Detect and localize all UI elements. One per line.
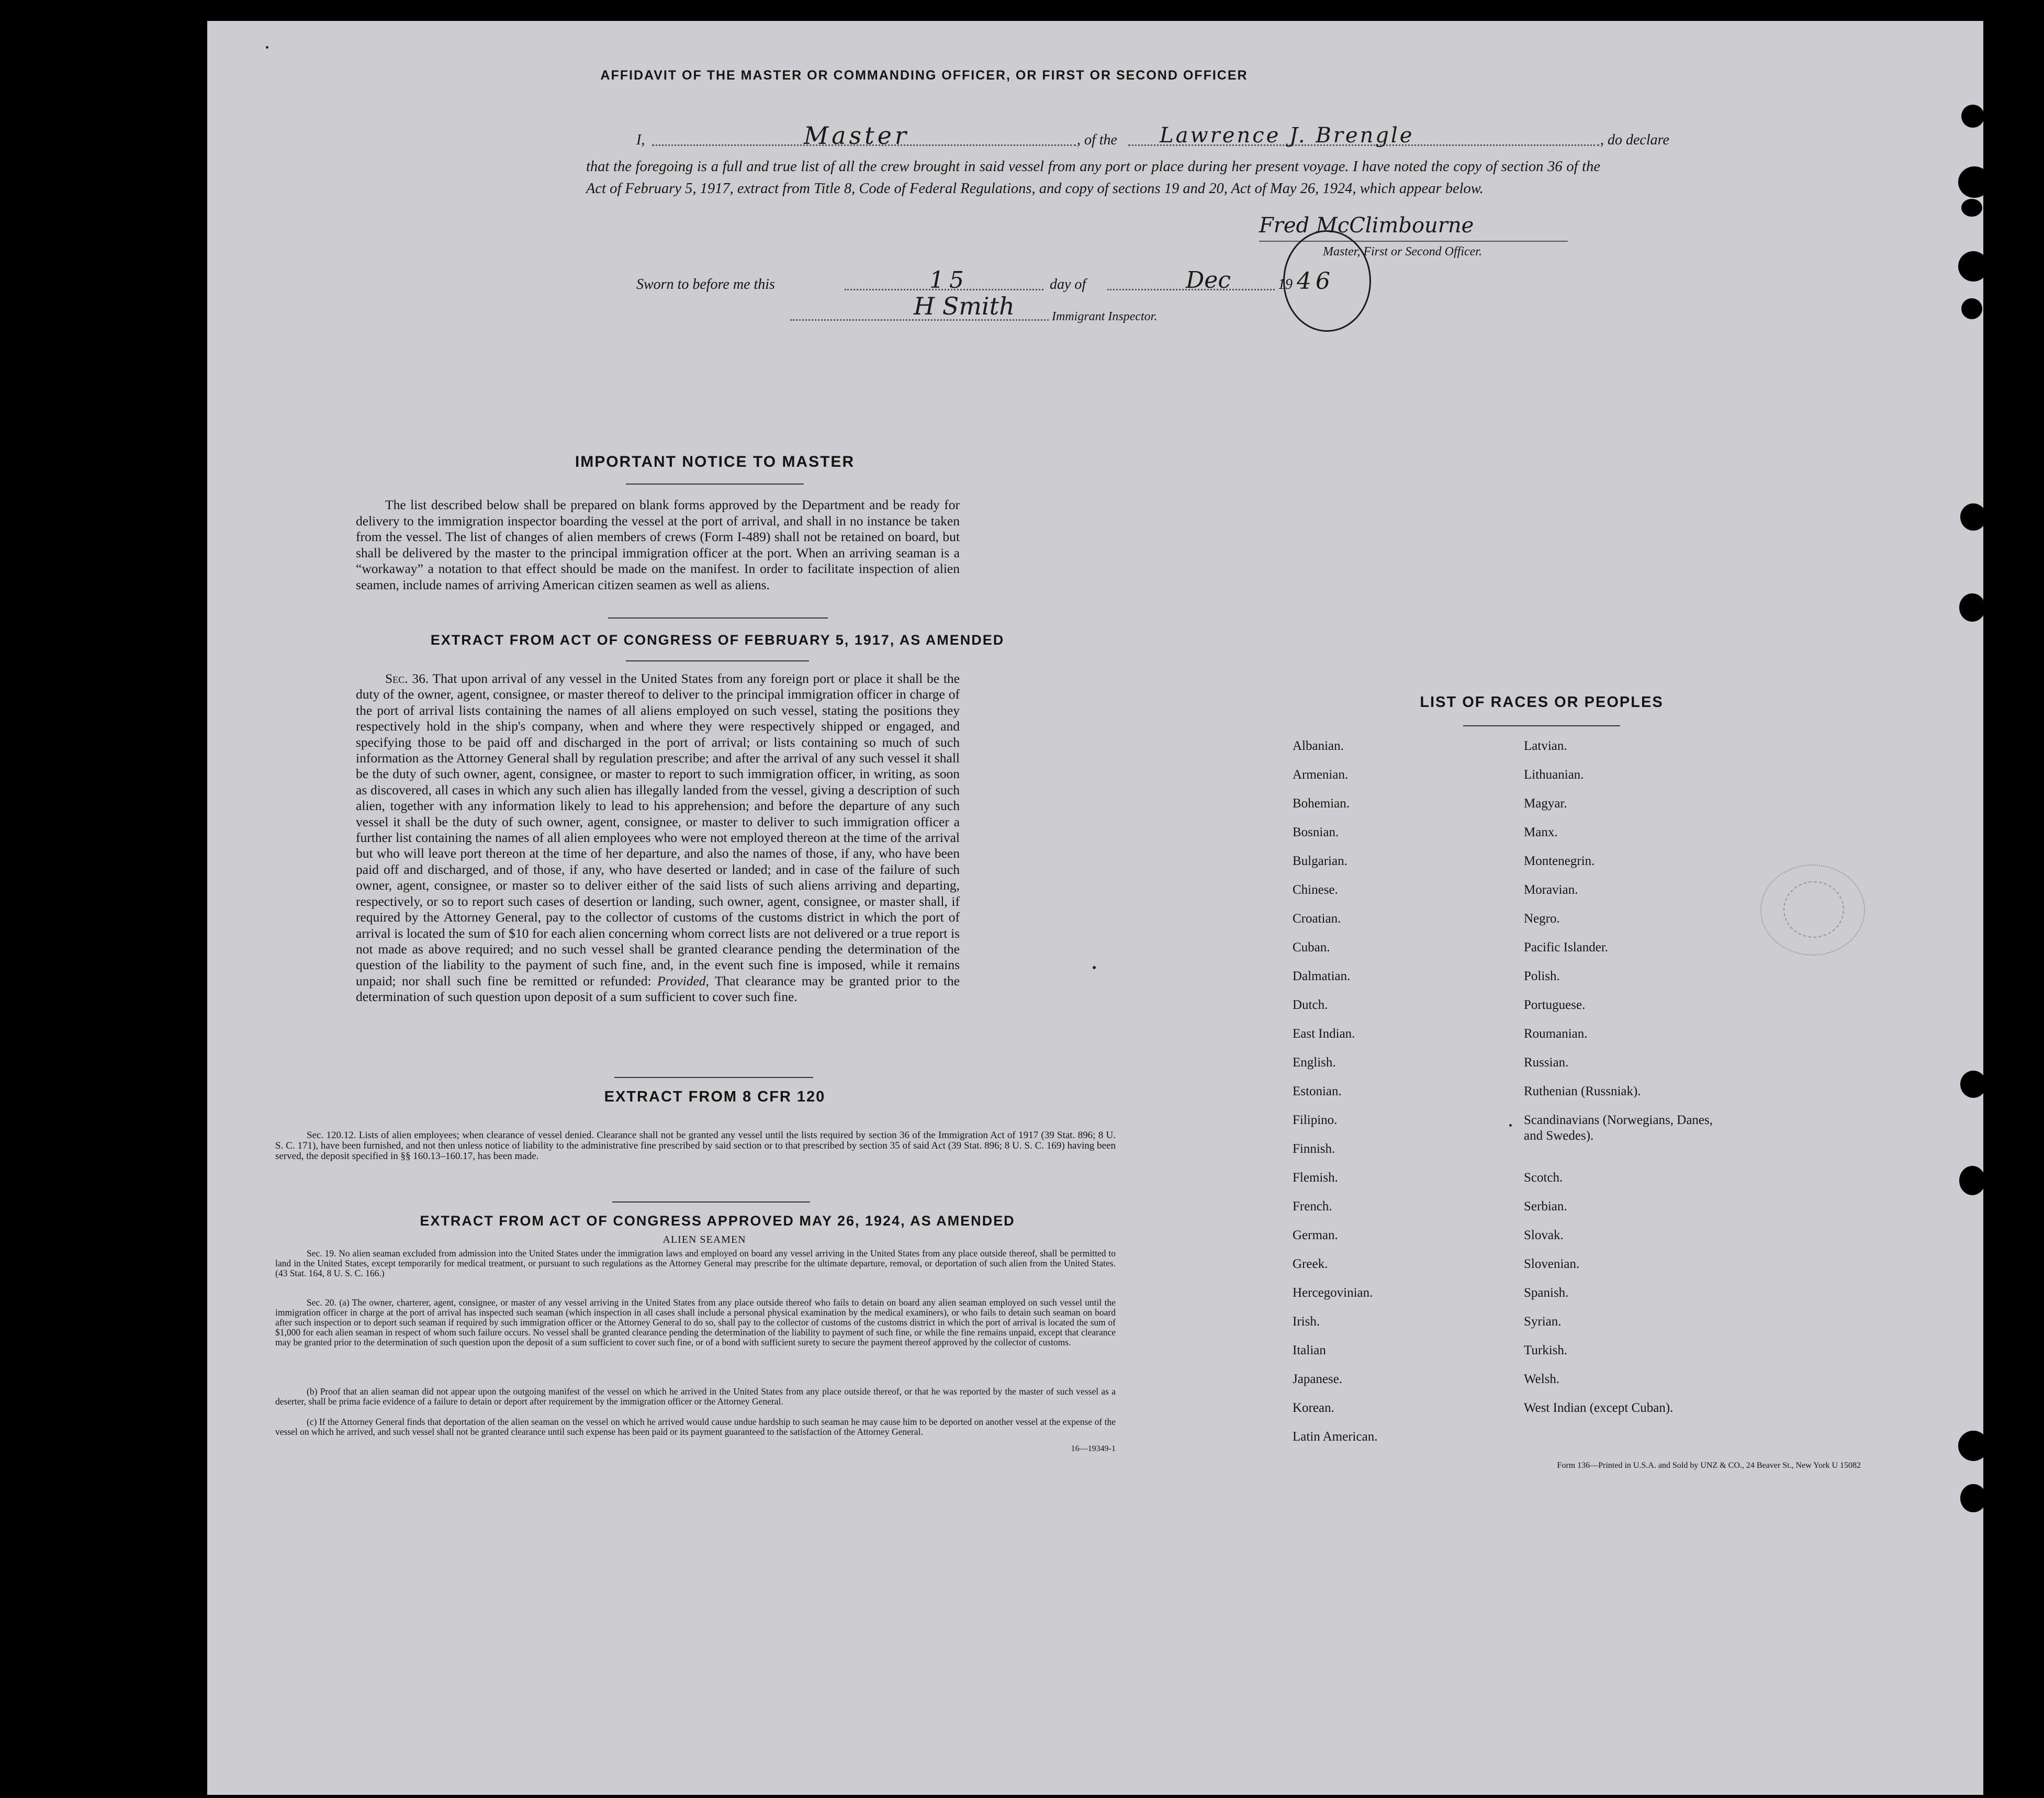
extract-1924-title: EXTRACT FROM ACT OF CONGRESS APPROVED MAY 26, 1924, AS AMENDED bbox=[420, 1213, 1015, 1229]
race-item: Dutch. bbox=[1293, 998, 1328, 1012]
affidavit-i: I, bbox=[636, 132, 645, 148]
race-item: Italian bbox=[1293, 1343, 1326, 1357]
master-signature: Fred McClimbourne bbox=[1259, 213, 1474, 238]
race-item: Filipino. bbox=[1293, 1113, 1338, 1127]
sworn-text: Sworn to before me this bbox=[636, 276, 775, 293]
form-number: 16—19349-1 bbox=[1071, 1444, 1116, 1453]
extract-1917-rule bbox=[626, 660, 809, 661]
race-item: Syrian. bbox=[1524, 1314, 1562, 1329]
race-item: Serbian. bbox=[1524, 1199, 1567, 1213]
race-item: Hercegovinian. bbox=[1293, 1286, 1373, 1300]
race-item: Negro. bbox=[1524, 912, 1560, 926]
section-rule-3 bbox=[612, 1201, 810, 1203]
race-item: Portuguese. bbox=[1524, 998, 1586, 1012]
sec20c-text: (c) If the Attorney General finds that deportation of the alien seaman on the vessel on which he arrived would cause undue hardship to such seaman he may cause him to be deported on another vessel at the expense of the vessel on which he arrived, and such vessel shall not be granted clearance until such expense has been paid or its payment guaranteed to the satisfaction of the Attorney General. bbox=[275, 1417, 1116, 1437]
do-declare-text: , do declare bbox=[1600, 132, 1669, 148]
master-handwritten: Master bbox=[804, 121, 909, 150]
race-item: Turkish. bbox=[1524, 1343, 1568, 1357]
race-item: Welsh. bbox=[1524, 1372, 1560, 1386]
race-item: Albanian. bbox=[1293, 739, 1344, 753]
provided-text: Provided, bbox=[657, 973, 709, 988]
race-item: Bulgarian. bbox=[1293, 854, 1347, 868]
punch-hole bbox=[1959, 593, 1983, 622]
section-rule bbox=[608, 617, 828, 619]
race-item: Montenegrin. bbox=[1524, 854, 1595, 868]
year-prefix: 19 bbox=[1278, 276, 1293, 293]
punch-hole bbox=[1961, 199, 1982, 217]
inspector-caption: Immigrant Inspector. bbox=[1052, 310, 1158, 323]
speck bbox=[1093, 966, 1096, 969]
notice-title-rule bbox=[626, 484, 804, 485]
punch-hole bbox=[1960, 1071, 1983, 1098]
notice-body: The list described below shall be prepared on blank forms approved by the Department and be ready for delivery to the immigration inspector boarding the vessel at the port of arrival, and shall in no instance be taken from the vessel. The list of changes of alien members of crews (Form I-489) shall not be retained on board, but shall be delivered by the master to the principal immigration officer at the port. When an arriving seaman is a “workaway” a notation to that effect should be made on the manifest. In order to facilitate inspection of alien seamen, include names of arriving American citizen seamen as well as aliens. bbox=[356, 497, 960, 592]
race-item: Scotch. bbox=[1524, 1171, 1563, 1185]
races-left-column bbox=[1293, 739, 1502, 1471]
section-rule-2 bbox=[614, 1077, 813, 1078]
race-item: Scandinavians (Norwegians, Danes, and Swedes). bbox=[1524, 1113, 1713, 1143]
races-right-column bbox=[1524, 739, 1817, 1471]
of-the-text: , of the bbox=[1077, 132, 1117, 148]
sec36-text-end: That clearance may be granted prior to the determination of such question upon deposit of a sum sufficient to cover such fine. bbox=[356, 973, 960, 1005]
race-item: Polish. bbox=[1524, 969, 1560, 983]
race-item: Russian. bbox=[1524, 1055, 1569, 1070]
day-of-text: day of bbox=[1050, 276, 1086, 293]
punch-hole bbox=[1961, 105, 1983, 128]
sec20a-text: Sec. 20. (a) The owner, charterer, agent, consignee, or master of any vessel arriving in the United States from any place outside thereof who fails to detain on board any alien seaman employed on such vessel until the immigration officer in charge at the port of arrival has inspected such seaman (which inspection in all cases shall include a personal physical examination by the medical examiners), or who fails to detain such seaman on board after such inspection or to deport such seaman if required by such immigration officer or the Attorney General to do so, shall pay to the collector of customs of the customs district in which the port of arrival is located the sum of $1,000 for each alien seaman in respect of whom such failure occurs. No vessel shall be granted clearance pending the determination of the liability to payment of such fine, or while the fine remains unpaid, except that clearance may be granted prior to the determination of such question upon the deposit of a sum sufficient to cover such fine, or of a bond with sufficient surety to secure the payment thereof approved by the collector of customs. bbox=[275, 1297, 1116, 1347]
sec36-body bbox=[356, 671, 960, 1005]
race-item: Estonian. bbox=[1293, 1084, 1342, 1098]
race-item: Moravian. bbox=[1524, 883, 1578, 897]
race-item: Spanish. bbox=[1524, 1286, 1569, 1300]
punch-hole bbox=[1958, 166, 1983, 198]
races-title: LIST OF RACES OR PEOPLES bbox=[1420, 694, 1664, 711]
sec36-text: That upon arrival of any vessel in the United States from any foreign port or place it shall be the duty of the owner, agent, consignee, or master thereof to deliver to the principal immigration officer in charge of the port of arrival lists containing the names of all aliens employed on such vessel, stating the positions they respectively hold in the ship's company, when and where they were respectively shipped or engaged, and specifying those to be paid off and discharged in the port of arrival; or lists containing so much of such information as the Attorney General shall by regulation prescribe; and after the arrival of any such vessel it shall be the duty of such owner, agent, consignee, or master to report to such immigration officer, in writing, as soon as discovered, all cases in which any such alien has illegally landed from the vessel, giving a description of such alien, together with any information likely to lead to his apprehension; and before the departure of any such vessel it shall be the duty of such owner, agent, consignee, or master to deliver to such immigration officer a further list containing the names of all alien employees who were not employed thereon at the time of the arrival but who will leave port thereon at the time of her departure, and also the names of those, if any, who have been paid off and discharged, and of those, if any, who have deserted or landed; and in case of the failure of such owner, agent, consignee, or master so to deliver either of the said lists of such aliens arriving and departing, respectively, or so to report such cases of desertion or landing, such owner, agent, consignee, or master shall, if required by the Attorney General, pay to the collector of customs of the customs district in which the port of arrival is located the sum of $10 for each alien concerning whom correct lists are not delivered or a true report is not made as above required; and no such vessel shall be granted clearance pending the determination of the question of the liability to the payment of such fine, and, in the event such fine is imposed, while it remains unpaid; nor shall such fine be remitted or refunded: bbox=[356, 671, 960, 988]
race-item: Cuban. bbox=[1293, 940, 1330, 954]
race-item: German. bbox=[1293, 1228, 1338, 1242]
race-item: Armenian. bbox=[1293, 768, 1349, 782]
race-item: West Indian (except Cuban). bbox=[1524, 1401, 1674, 1415]
race-item: Slovak. bbox=[1524, 1228, 1564, 1242]
signature-caption: Master, First or Second Officer. bbox=[1323, 245, 1482, 259]
race-item: Flemish. bbox=[1293, 1171, 1338, 1185]
sec19-text: Sec. 19. No alien seaman excluded from admission into the United States under the immigration laws and employed on board any vessel arriving in the United States from any place outside thereof, shall be permitted to land in the United States, except temporarily for medical treatment, or pursuant to such regulations as the Attorney General may prescribe for the ultimate departure, removal, or deportation of such alien from the United States. (43 Stat. 164, 8 U. S. C. 166.) bbox=[275, 1248, 1116, 1278]
vessel-handwritten: Lawrence J. Brengle bbox=[1160, 123, 1414, 148]
punch-hole bbox=[1959, 1166, 1983, 1195]
speck bbox=[1509, 1124, 1512, 1127]
race-item: Manx. bbox=[1524, 825, 1558, 839]
race-item: Irish. bbox=[1293, 1314, 1320, 1329]
race-item: Finnish. bbox=[1293, 1142, 1335, 1156]
race-item: Magyar. bbox=[1524, 796, 1567, 811]
sec36-label: Sec. 36. bbox=[385, 671, 429, 686]
race-item: Bohemian. bbox=[1293, 796, 1350, 811]
race-item: Greek. bbox=[1293, 1257, 1328, 1271]
punch-hole bbox=[1960, 503, 1983, 531]
race-item: Ruthenian (Russniak). bbox=[1524, 1084, 1641, 1098]
extract-1917-title: EXTRACT FROM ACT OF CONGRESS OF FEBRUARY 5, 1917, AS AMENDED bbox=[430, 632, 1005, 648]
races-footer: Form 136—Printed in U.S.A. and Sold by UNZ & CO., 24 Beaver St., New York U 15082 bbox=[1557, 1461, 1861, 1470]
race-item: Slovenian. bbox=[1524, 1257, 1580, 1271]
punch-hole bbox=[1960, 1484, 1983, 1512]
alien-seamen-subtitle: ALIEN SEAMEN bbox=[662, 1234, 746, 1245]
race-item: Chinese. bbox=[1293, 883, 1338, 897]
speck bbox=[266, 46, 268, 49]
race-item: Korean. bbox=[1293, 1401, 1334, 1415]
race-item: Latin American. bbox=[1293, 1430, 1378, 1444]
cfr-title: EXTRACT FROM 8 CFR 120 bbox=[604, 1088, 826, 1105]
punch-hole bbox=[1958, 251, 1983, 282]
notice-title: IMPORTANT NOTICE TO MASTER bbox=[575, 453, 855, 470]
sworn-day: 15 bbox=[929, 267, 969, 294]
inspector-signature: H Smith bbox=[914, 292, 1015, 320]
affidavit-body: that the foregoing is a full and true list of all the crew brought in said vessel from any port or place during her present voyage. I have noted the copy of section 36 of the Act of February 5, 1917, extract from Title 8, Code of Federal Regulations, and copy of sections 19 and 20, Act of May 26, 1924, which appear below. bbox=[586, 159, 1600, 197]
race-item: Roumanian. bbox=[1524, 1027, 1588, 1041]
document-page bbox=[207, 21, 1983, 1795]
race-item: Bosnian. bbox=[1293, 825, 1339, 839]
race-item: Croatian. bbox=[1293, 912, 1341, 926]
race-item: English. bbox=[1293, 1055, 1336, 1070]
punch-hole bbox=[1958, 1431, 1983, 1461]
race-item: Latvian. bbox=[1524, 739, 1567, 753]
race-item: Pacific Islander. bbox=[1524, 940, 1609, 954]
race-item: Dalmatian. bbox=[1293, 969, 1351, 983]
race-item: French. bbox=[1293, 1199, 1332, 1213]
sworn-year: 46 bbox=[1297, 268, 1334, 295]
race-item: East Indian. bbox=[1293, 1027, 1355, 1041]
affidavit-title: AFFIDAVIT OF THE MASTER OR COMMANDING OFFICER, OR FIRST OR SECOND OFFICER bbox=[600, 68, 1248, 83]
punch-hole bbox=[1961, 298, 1982, 319]
sec20b-text: (b) Proof that an alien seaman did not appear upon the outgoing manifest of the vessel on which he arrived in the United States from any place outside thereof, or that he was reported by the master of such vessel as a deserter, shall be prima facie evidence of a failure to detain or deport after requirement by the immigration officer or the Attorney General. bbox=[275, 1386, 1116, 1407]
cfr-body: Sec. 120.12. Lists of alien employees; when clearance of vessel denied. Clearance shall not be granted any vessel until the lists required by section 36 of the Immigration Act of 1917 (39 Stat. 896; 8 U. S. C. 171), have been furnished, and not then unless notice of liability to the administrative fine prescribed by said section or to that prescribed by section 35 of said Act (39 Stat. 896; 8 U. S. C. 169) having been served, the deposit specified in §§ 160.13–160.17, has been made. bbox=[275, 1130, 1116, 1162]
year-circle bbox=[1283, 230, 1371, 332]
races-title-rule bbox=[1463, 725, 1620, 726]
race-item: Japanese. bbox=[1293, 1372, 1343, 1386]
race-item: Lithuanian. bbox=[1524, 768, 1584, 782]
sworn-month: Dec bbox=[1186, 267, 1231, 294]
affidavit-line-1 bbox=[636, 121, 1809, 151]
